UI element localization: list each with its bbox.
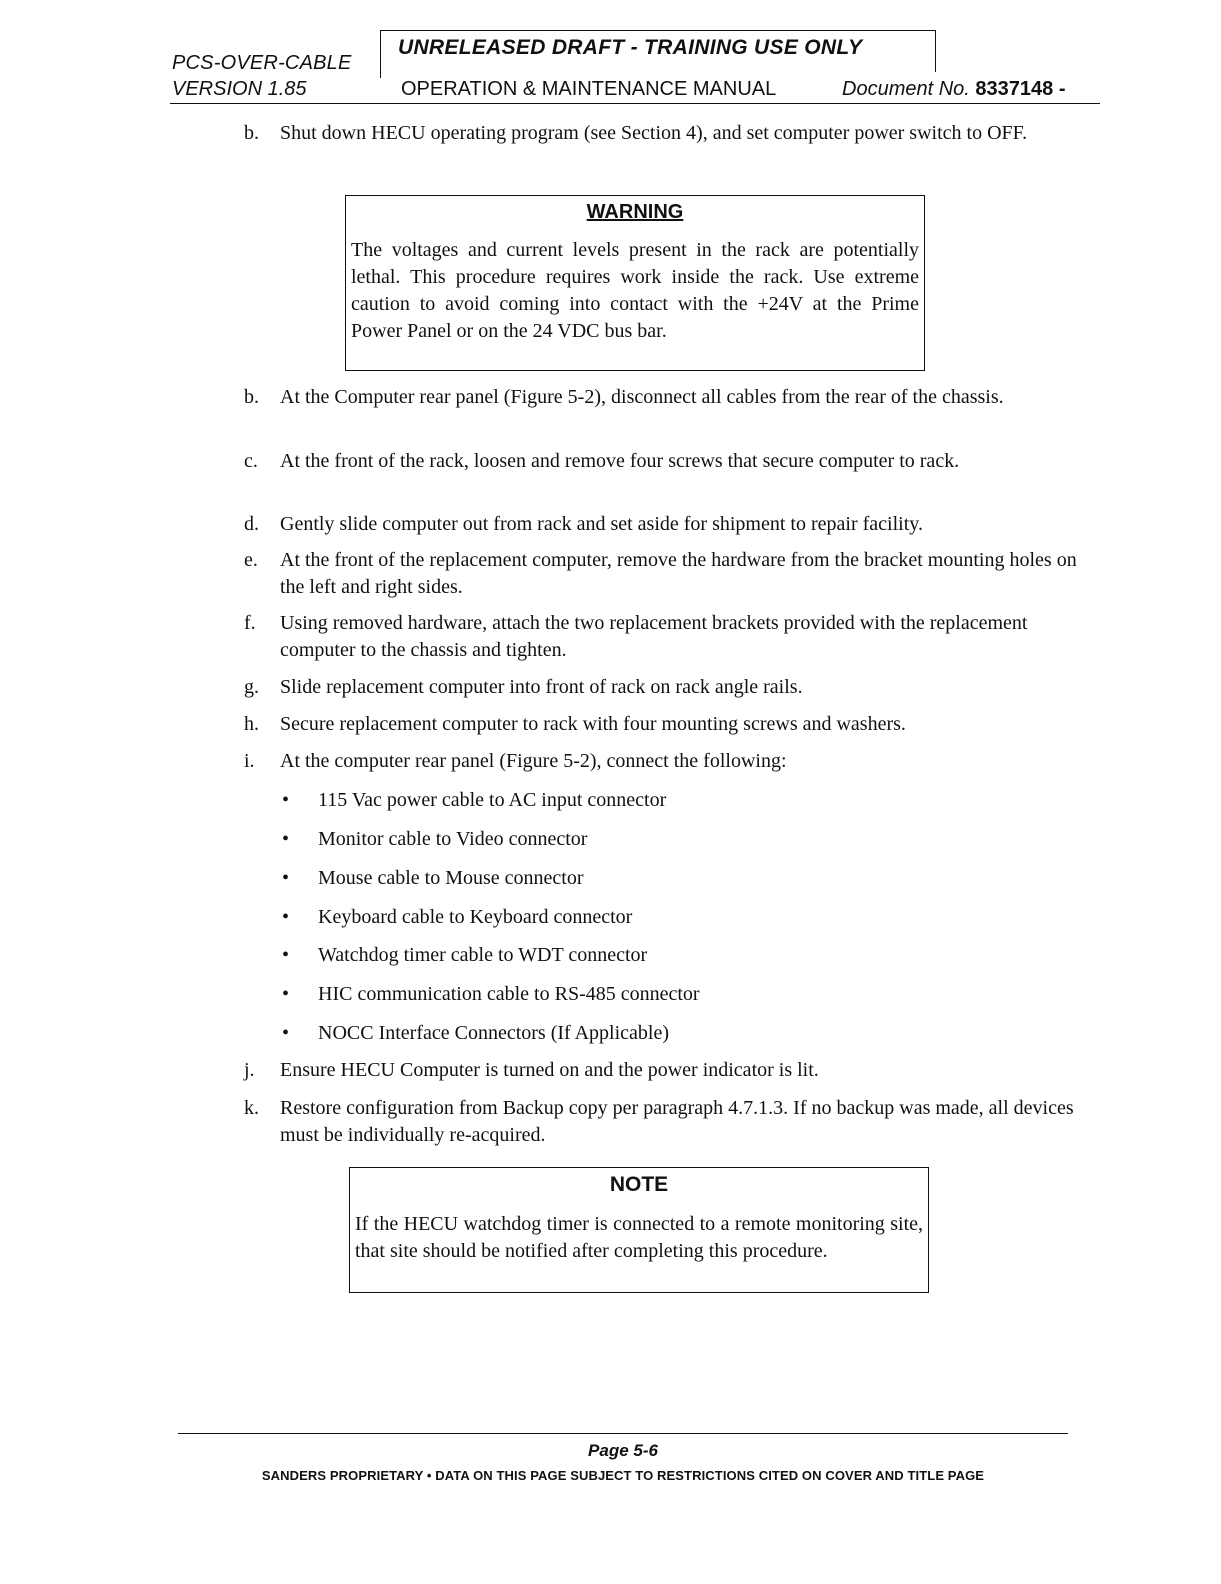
step-text: Ensure HECU Computer is turned on and the power indicator is lit. [280,1059,819,1081]
warning-title: WARNING [586,201,684,223]
step-text: Using removed hardware, attach the two replacement brackets provided with the replacement computer to the chassis and tighten. [280,612,1028,661]
step-letter: b. [244,122,259,144]
step-letter: e. [244,549,258,571]
warning-text: The voltages and current levels present in the rack are potentially lethal. This procedure requires work inside the rack. Use extreme caution to avoid coming into contact with the +24V at the Prime Power Panel or on the 24 VDC bus bar. [351,239,919,342]
bullet-icon: • [282,867,290,889]
footer-rule [178,1433,1068,1434]
step-letter: j. [244,1059,255,1081]
step-letter: k. [244,1097,259,1119]
step-text: Restore configuration from Backup copy per paragraph 4.7.1.3. If no backup was made, all devices must be individually re-acquired. [280,1097,1074,1146]
bullet-icon: • [282,1022,290,1044]
page-number: Page 5-6 [588,1441,658,1460]
step-letter: c. [244,450,258,472]
manual-title: OPERATION & MAINTENANCE MANUAL [401,78,777,100]
step-text: At the Computer rear panel (Figure 5-2), disconnect all cables from the rear of the chassis. [280,386,1004,408]
list-item-text: HIC communication cable to RS-485 connector [318,983,700,1005]
step-text: Shut down HECU operating program (see Section 4), and set computer power switch to OFF. [280,122,1028,144]
list-item-text: Keyboard cable to Keyboard connector [318,906,633,928]
bullet-icon: • [282,983,290,1005]
note-title: NOTE [609,1173,669,1196]
banner-divider [380,30,381,78]
draft-banner: UNRELEASED DRAFT - TRAINING USE ONLY [398,36,863,59]
step-text: At the front of the replacement computer, remove the hardware from the bracket mounting holes on the left and right sides. [280,549,1077,598]
step-text: Slide replacement computer into front of rack on rack angle rails. [280,676,803,698]
list-item-text: NOCC Interface Connectors (If Applicable) [318,1022,669,1044]
note-text: If the HECU watchdog timer is connected to a remote monitoring site, that site should be notified after completing this procedure. [355,1213,923,1262]
document-number [842,78,1065,101]
step-text: Secure replacement computer to rack with four mounting screws and washers. [280,713,906,735]
proprietary-notice: SANDERS PROPRIETARY • DATA ON THIS PAGE SUBJECT TO RESTRICTIONS CITED ON COVER AND TITLE PAGE [261,1468,985,1483]
list-item-text: Monitor cable to Video connector [318,828,588,850]
step-letter: d. [244,513,259,535]
step-letter: g. [244,676,259,698]
document-number-label: Document No. [842,78,970,100]
step-letter: b. [244,386,259,408]
product-version: VERSION 1.85 [172,78,307,100]
list-item-text: 115 Vac power cable to AC input connector [318,789,667,811]
document-number-value: 8337148 - [975,78,1066,100]
bullet-icon: • [282,828,290,850]
bullet-icon: • [282,944,290,966]
step-letter: f. [244,612,256,634]
step-text: Gently slide computer out from rack and set aside for shipment to repair facility. [280,513,923,535]
bullet-icon: • [282,789,290,811]
step-letter: i. [244,750,255,772]
list-item-text: Watchdog timer cable to WDT connector [318,944,648,966]
step-text: At the computer rear panel (Figure 5-2), connect the following: [280,750,787,772]
list-item-text: Mouse cable to Mouse connector [318,867,584,889]
header-rule [170,103,1100,104]
product-name: PCS-OVER-CABLE [172,52,352,74]
step-letter: h. [244,713,259,735]
bullet-icon: • [282,906,290,928]
step-text: At the front of the rack, loosen and remove four screws that secure computer to rack. [280,450,960,472]
